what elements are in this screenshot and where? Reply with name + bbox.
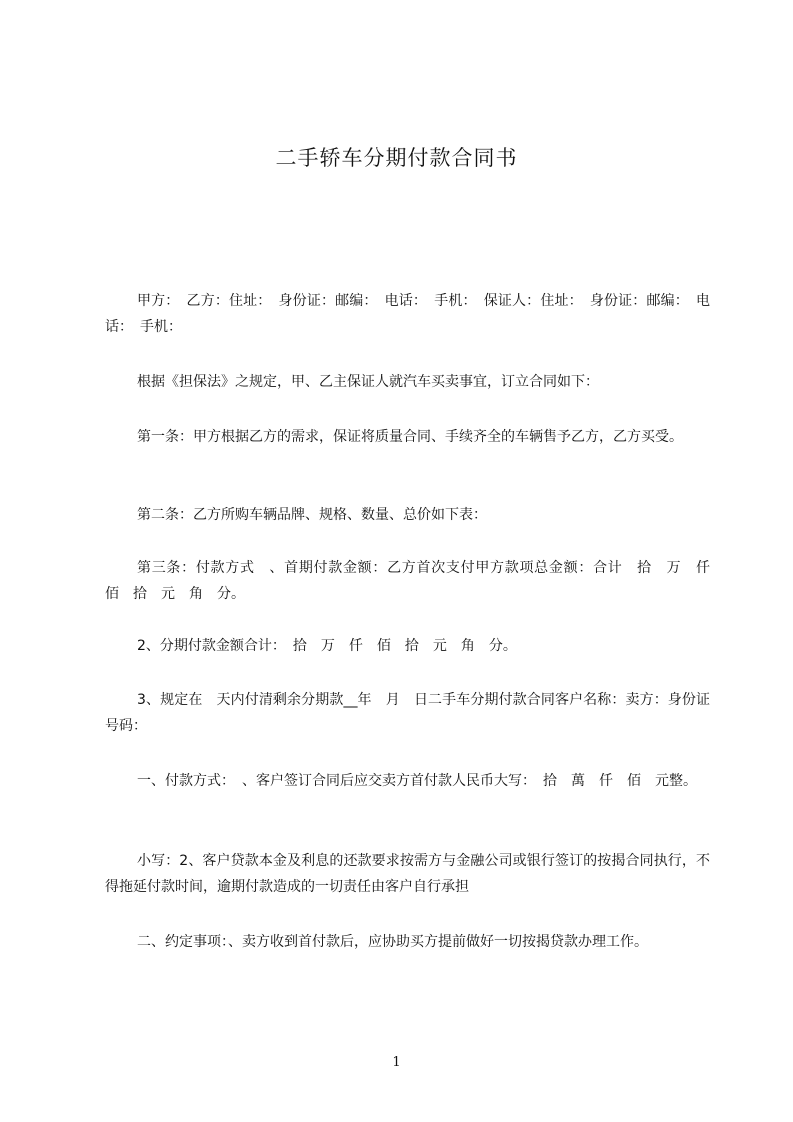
article-three-paragraph: 第三条：付款方式 、首期付款金额：乙方首次支付甲方款项总金额：合计 拾 万 仟 佰 拾 元 角 分。 [105,560,724,602]
article-two-paragraph: 第二条：乙方所购车辆品牌、规格、数量、总价如下表： [137,507,487,523]
document-title: 二手轿车分期付款合同书 [275,146,518,170]
payment-method-paragraph: 一、付款方式： 、客户签订合同后应交卖方首付款人民币大写： 拾 萬 仟 佰 元整。 [137,773,697,789]
agreed-matters-paragraph: 二、约定事项：、卖方收到首付款后，应协助买方提前做好一切按揭贷款办理工作。 [137,934,648,950]
article-one-paragraph: 第一条：甲方根据乙方的需求，保证将质量合同、手续齐全的车辆售予乙方，乙方买受。 [137,429,683,445]
page-number: 1 [392,1055,401,1070]
payment-deadline-paragraph: 3、规定在 天内付清剩余分期款__年 月 日二手车分期付款合同客户名称：卖方：身份证号码： [105,692,710,734]
installment-total-paragraph: 2、分期付款金额合计： 拾 万 仟 佰 拾 元 角 分。 [137,638,517,654]
parties-info-paragraph: 甲方： 乙方：住址： 身份证：邮编： 电话： 手机： 保证人：住址： 身份证：邮编： 电话： 手机： [105,293,710,335]
legal-basis-paragraph: 根据《担保法》之规定，甲、乙主保证人就汽车买卖事宜，订立合同如下： [137,374,599,390]
loan-repayment-paragraph: 小写：2、客户贷款本金及利息的还款要求按需方与金融公司或银行签订的按揭合同执行，不得拖延付款时间，逾期付款造成的一切责任由客户自行承担 [105,853,710,895]
